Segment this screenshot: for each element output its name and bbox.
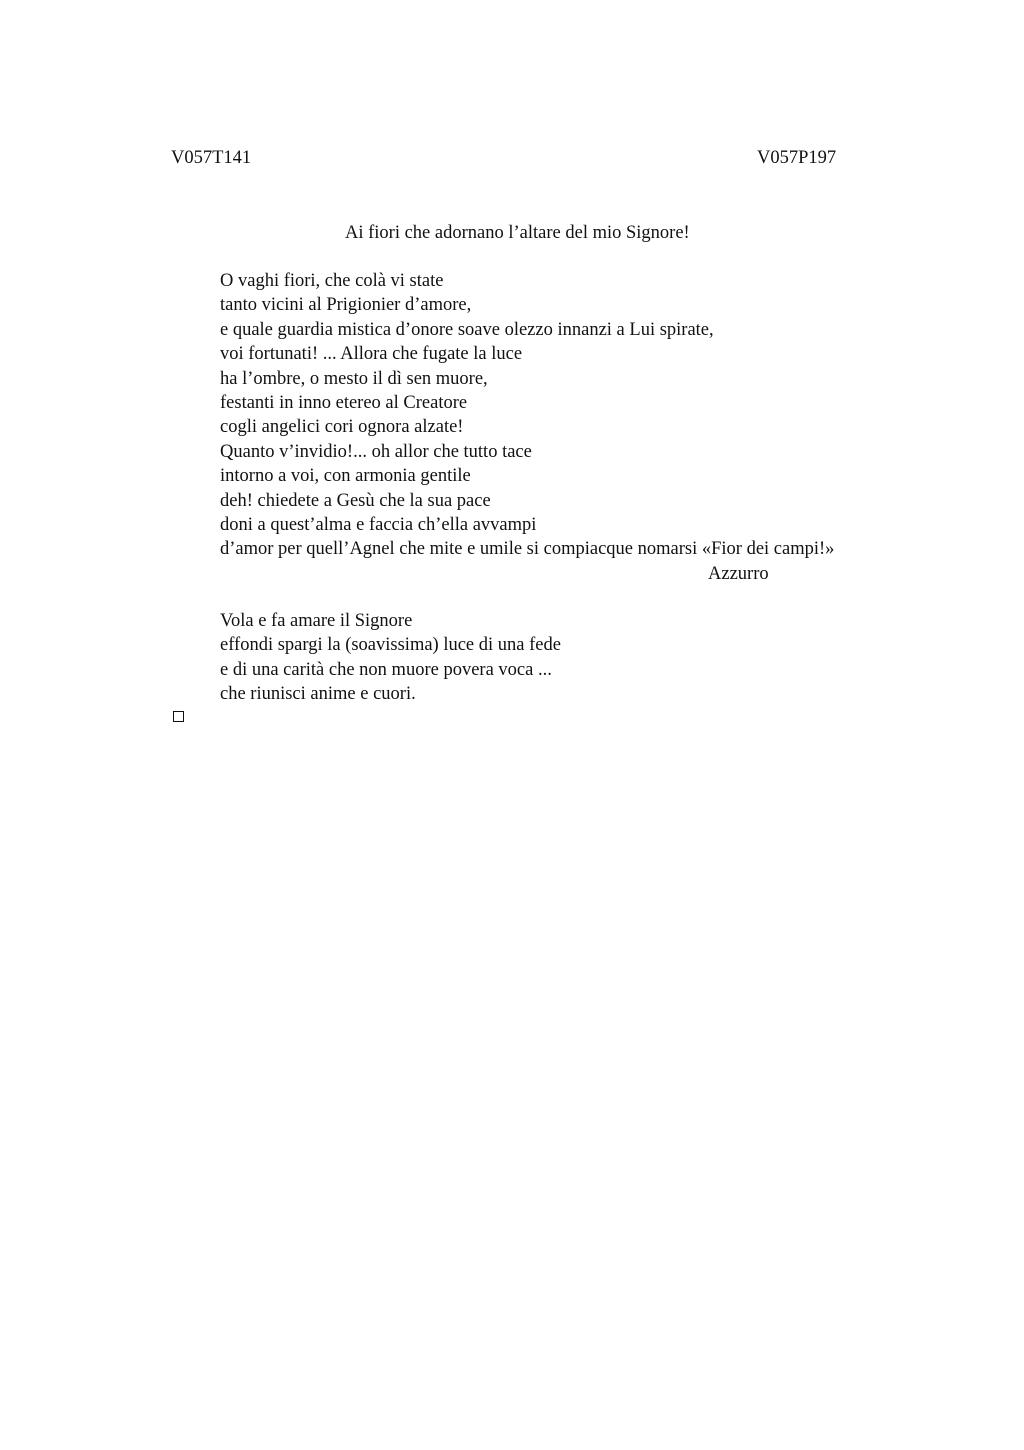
author-signature: Azzurro <box>708 564 769 584</box>
poem-line: O vaghi fiori, che colà vi state <box>220 271 444 291</box>
end-of-text-box-icon <box>173 711 184 722</box>
poem-line: cogli angelici cori ognora alzate! <box>220 417 464 438</box>
poem-line: Quanto v’invidio!... oh allor che tutto tace <box>220 441 532 462</box>
poem-line: doni a quest’alma e faccia ch’ella avvampi <box>220 514 537 535</box>
poem-line: e quale guardia mistica d’onore soave olezzo innanzi a Lui spirate, <box>220 319 714 340</box>
poem-line: ha l’ombre, o mesto il dì sen muore, <box>220 368 488 389</box>
poem-line: tanto vicini al Prigionier d’amore, <box>220 295 472 316</box>
poem-line: voi fortunati! ... Allora che fugate la luce <box>220 344 523 365</box>
document-code-left: V057T141 <box>171 148 252 168</box>
poem-line: deh! chiedete a Gesù che la sua pace <box>220 490 491 511</box>
poem-line: d’amor per quell’Agnel che mite e umile si compiacque nomarsi «Fior dei campi!» <box>220 539 835 560</box>
poem-line: festanti in inno etereo al Creatore <box>220 392 468 413</box>
poem-line: e di una carità che non muore povera voca ... <box>220 659 552 680</box>
stanza-2 <box>220 609 561 707</box>
poem-line: intorno a voi, con armonia gentile <box>220 466 471 487</box>
poem-line: effondi spargi la (soavissima) luce di una fede <box>220 635 561 656</box>
poem-title: Ai fiori che adornano l’altare del mio Signore! <box>345 223 690 243</box>
poem-line: che riunisci anime e cuori. <box>220 684 416 705</box>
document-code-right: V057P197 <box>757 148 837 168</box>
stanza-1 <box>220 269 834 562</box>
poem-line: Vola e fa amare il Signore <box>220 611 413 631</box>
